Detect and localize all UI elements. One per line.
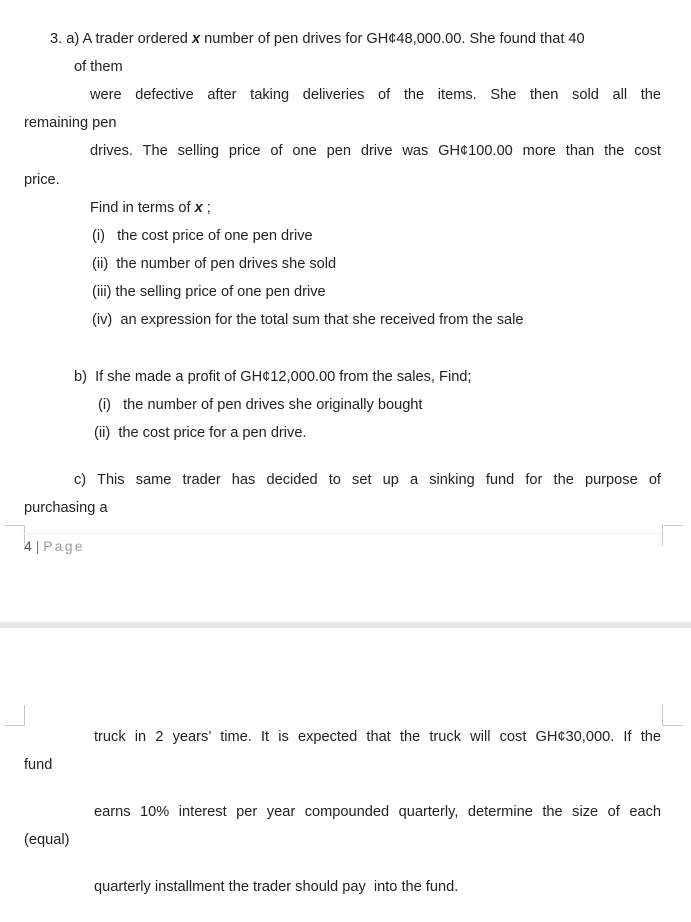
page-footer [24, 537, 85, 555]
question-3a-line-2: of them [74, 59, 123, 75]
question-3a-line-1 [50, 30, 585, 48]
question-3a-line-3: were defective after taking deliveries of the items. She then sold all the [90, 87, 661, 103]
question-3c-line-1: c) This same trader has decided to set up a sinking fund for the purpose of [74, 472, 661, 488]
crop-mark-top-left [4, 705, 25, 726]
question-3a-line-4: remaining pen [24, 115, 117, 131]
question-3a-line-1-rest: number of pen drives for GH¢48,000.00. She found that 40 [200, 31, 585, 47]
question-3c-line-2: purchasing a [24, 500, 108, 516]
question-3a-lead: a) A trader ordered [66, 31, 192, 47]
page-separator: | [35, 538, 40, 554]
page-word: Page [43, 538, 85, 554]
crop-mark-bottom-left [4, 525, 25, 546]
find-in-terms-line [90, 199, 211, 217]
page-bottom [0, 628, 691, 922]
find-suffix: ; [202, 200, 211, 216]
question-3c-line-3: truck in 2 years’ time. It is expected that the truck will cost GH¢30,000. If the [94, 729, 661, 745]
list-item-a-ii: (ii) the number of pen drives she sold [92, 256, 337, 272]
question-3b-intro: b) If she made a profit of GH¢12,000.00 from the sales, Find; [74, 369, 472, 385]
question-3a-line-5: drives. The selling price of one pen drive was GH¢100.00 more than the cost [90, 143, 661, 159]
list-item-a-i: (i) the cost price of one pen drive [92, 228, 313, 244]
question-3c-line-6: (equal) [24, 832, 70, 848]
list-item-a-iv: (iv) an expression for the total sum that she received from the sale [92, 312, 524, 328]
crop-mark-bottom-right [662, 525, 683, 546]
find-prefix: Find in terms of [90, 200, 195, 216]
page-number: 4 [24, 538, 32, 554]
question-3c-line-7: quarterly installment the trader should pay into the fund. [94, 879, 459, 895]
list-item-b-i: (i) the number of pen drives she originally bought [98, 397, 423, 413]
question-3c-line-5: earns 10% interest per year compounded quarterly, determine the size of each [94, 804, 661, 820]
footer-rule [22, 533, 662, 534]
crop-mark-top-right [662, 705, 683, 726]
list-item-b-ii: (ii) the cost price for a pen drive. [94, 425, 307, 441]
question-number: 3. [50, 31, 63, 47]
variable-x: x [191, 31, 201, 47]
question-3a-line-6: price. [24, 172, 60, 188]
variable-x: x [194, 200, 203, 216]
question-3c-line-4: fund [24, 757, 53, 773]
list-item-a-iii: (iii) the selling price of one pen drive [92, 284, 326, 300]
